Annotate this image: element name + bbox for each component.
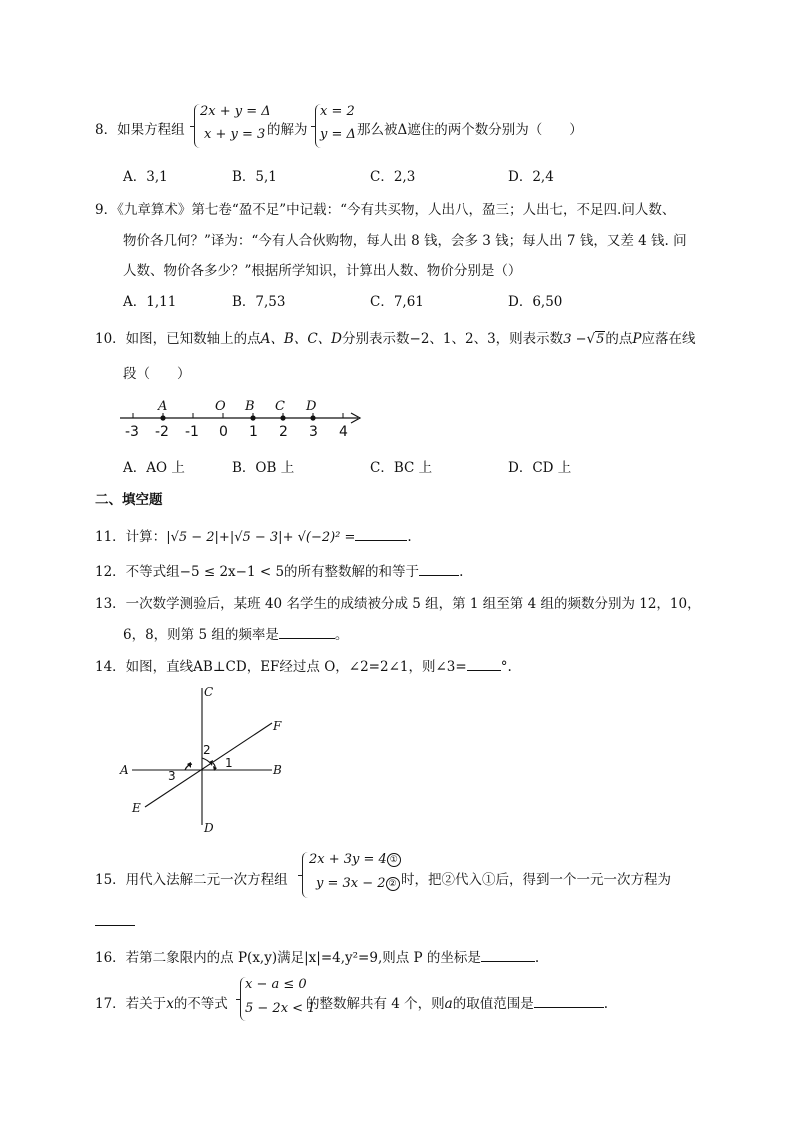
label-angle-1: 1 [225,756,233,770]
label-angle-2: 2 [203,743,211,757]
q17-var-a: a [444,996,453,1012]
q15-eq2-text: y = 3x − 2 [316,876,386,891]
q14-line [95,655,512,675]
q10-option-c[interactable]: C．BC 上 [370,460,433,476]
number-line-figure [115,396,370,440]
point-label-d: D [306,399,317,414]
q10-option-d[interactable]: D．CD 上 [508,460,572,476]
label-e: E [132,801,141,815]
point-label-o: O [215,399,226,414]
q17-text-mid: 的不等式 [173,996,228,1012]
q9-option-c[interactable]: C．7,61 [370,294,424,310]
tick-label: 0 [219,424,228,440]
q15-eq1 [309,852,401,867]
q17-eq1: x − a ≤ 0 [245,977,307,992]
q11-text: 11．计算： [95,529,167,545]
q15-answer-blank[interactable] [95,913,135,926]
q16-text: 16．若第二象限内的点 P(x,y)满足|x|=4,y²=9,则点 P 的坐标是 [95,950,481,966]
angle-2-arc [202,758,211,764]
q8-option-c[interactable]: C．2,3 [370,169,416,185]
q8-eq1: 2x + y = Δ [200,104,271,119]
label-f: F [273,719,282,733]
section-heading-fill-in: 二、填空题 [95,492,163,508]
q9-option-a[interactable]: A．1,11 [123,294,177,310]
point-label-c: C [275,399,285,414]
q11-answer-blank[interactable] [355,528,407,541]
q8-eq2: x + y = 3 [204,127,266,142]
q13-answer-blank[interactable] [279,626,335,639]
q17-pre [95,992,228,1012]
q10-option-b[interactable]: B．OB 上 [232,460,295,476]
q10-points: A、B、C、D [260,331,343,347]
q15-post: 时，把②代入①后，得到一个一元一次方程为 [401,872,671,888]
q8-option-d[interactable]: D．2,4 [508,169,554,185]
q17-var-x: x [166,996,174,1012]
q17-eq2: 5 − 2x < 1 [245,1001,316,1016]
q8-sol2: y = Δ [320,127,356,142]
q8-option-a[interactable]: A．3,1 [123,169,168,185]
label-a: A [120,763,129,777]
q17-post [306,992,608,1012]
q10-sqrt: 5 [596,332,605,347]
q15-brace [302,852,309,898]
q15-circle-1: ① [387,853,401,867]
tick-label: -3 [125,424,139,440]
q10-line1: 10．如图，已知数轴上的点A、B、C、D分别表示数−2、1、2、3，则表示数3 −√5的点P应落在线 [95,331,696,347]
q8-post: 那么被Δ遮住的两个数分别为（ ） [357,122,583,138]
line-ef [145,723,272,807]
q10-text-a: 10．如图，已知数轴上的点 [95,331,261,347]
label-d: D [204,821,214,835]
q17-text-post1: 的整数解共有 4 个，则 [306,996,445,1012]
q9-option-b[interactable]: B．7,53 [232,294,286,310]
tick-label: -1 [185,424,199,440]
q11-line [95,525,412,545]
tick-label: 3 [309,424,318,440]
tick-label: 2 [279,424,288,440]
q16-line [95,946,539,966]
q15-pre: 15．用代入法解二元一次方程组 [95,872,288,888]
q17-answer-blank[interactable] [534,995,604,1008]
q10-point-p: P [632,331,642,347]
q12-line [95,560,463,580]
q8-option-b[interactable]: B．5,1 [232,169,277,185]
label-c: C [204,685,214,699]
q17-text-pre: 17．若关于 [95,996,167,1012]
point-label-a: A [158,399,168,414]
q14-end: °. [500,659,512,675]
q16-answer-blank[interactable] [481,949,535,962]
q13-end: 。 [334,627,349,643]
tick-label: 1 [249,424,258,440]
q15-eq1-text: 2x + 3y = 4 [309,852,387,867]
q10-text-b: 分别表示数−2、1、2、3，则表示数 [342,331,564,347]
q10-text-d: 应落在线 [641,331,696,347]
q8-line [95,118,185,138]
q10-option-a[interactable]: A．AO 上 [123,460,185,476]
q8-sol1: x = 2 [320,104,355,119]
label-angle-3: 3 [168,769,176,783]
q9-option-d[interactable]: D．6,50 [508,294,563,310]
q14-answer-blank[interactable] [467,658,501,671]
q8-text-pre: 如果方程组 [117,122,185,138]
q9-line3: 人数、物价各多少？”根据所学知识，计算出人数、物价分别是（） [123,263,522,279]
q12-text: 12．不等式组−5 ≤ 2x−1 < 5的所有整数解的和等于 [95,564,420,580]
q13-line2 [123,623,348,643]
q10-text-c: 的点 [605,331,633,347]
q13-text: 6，8，则第 5 组的频率是 [123,627,279,643]
q10-line2: 段（ ） [123,366,191,382]
q14-text: 14．如图，直线AB⊥CD，EF经过点 O，∠2=2∠1，则∠3= [95,659,467,675]
q15-circle-2: ② [386,877,400,891]
point-label-b: B [245,399,255,414]
q11-expr: |√5 − 2|+|√5 − 3|+ √(−2)² = [166,530,356,545]
q9-line2: 物价各几何？”译为：“今有人合伙购物，每人出 8 钱，会多 3 钱；每人出 7 钱，又差 4 钱. 问 [123,233,687,249]
q12-end: . [459,564,464,580]
q12-answer-blank[interactable] [419,563,459,576]
perpendicular-lines-figure [115,680,295,838]
q9-line1: 9．《九章算术》第七卷“盈不足”中记载：“今有共买物，人出八，盈三；人出七，不足四.问人数、 [95,202,676,218]
label-b: B [273,763,282,777]
q17-end: . [603,996,609,1012]
q8-number: 8． [95,122,118,138]
q10-expr: 3 − [563,332,587,347]
q16-end: . [534,950,540,966]
q11-end: . [407,529,412,545]
tick-label: -2 [155,424,169,440]
q17-text-post2: 的取值范围是 [452,996,534,1012]
q8-mid: 的解为 [267,122,308,138]
q13-line1: 13．一次数学测验后，某班 40 名学生的成绩被分成 5 组，第 1 组至第 4 组的频数分别为 12，10， [95,596,701,612]
q15-eq2 [316,876,400,891]
tick-label: 4 [339,424,348,440]
